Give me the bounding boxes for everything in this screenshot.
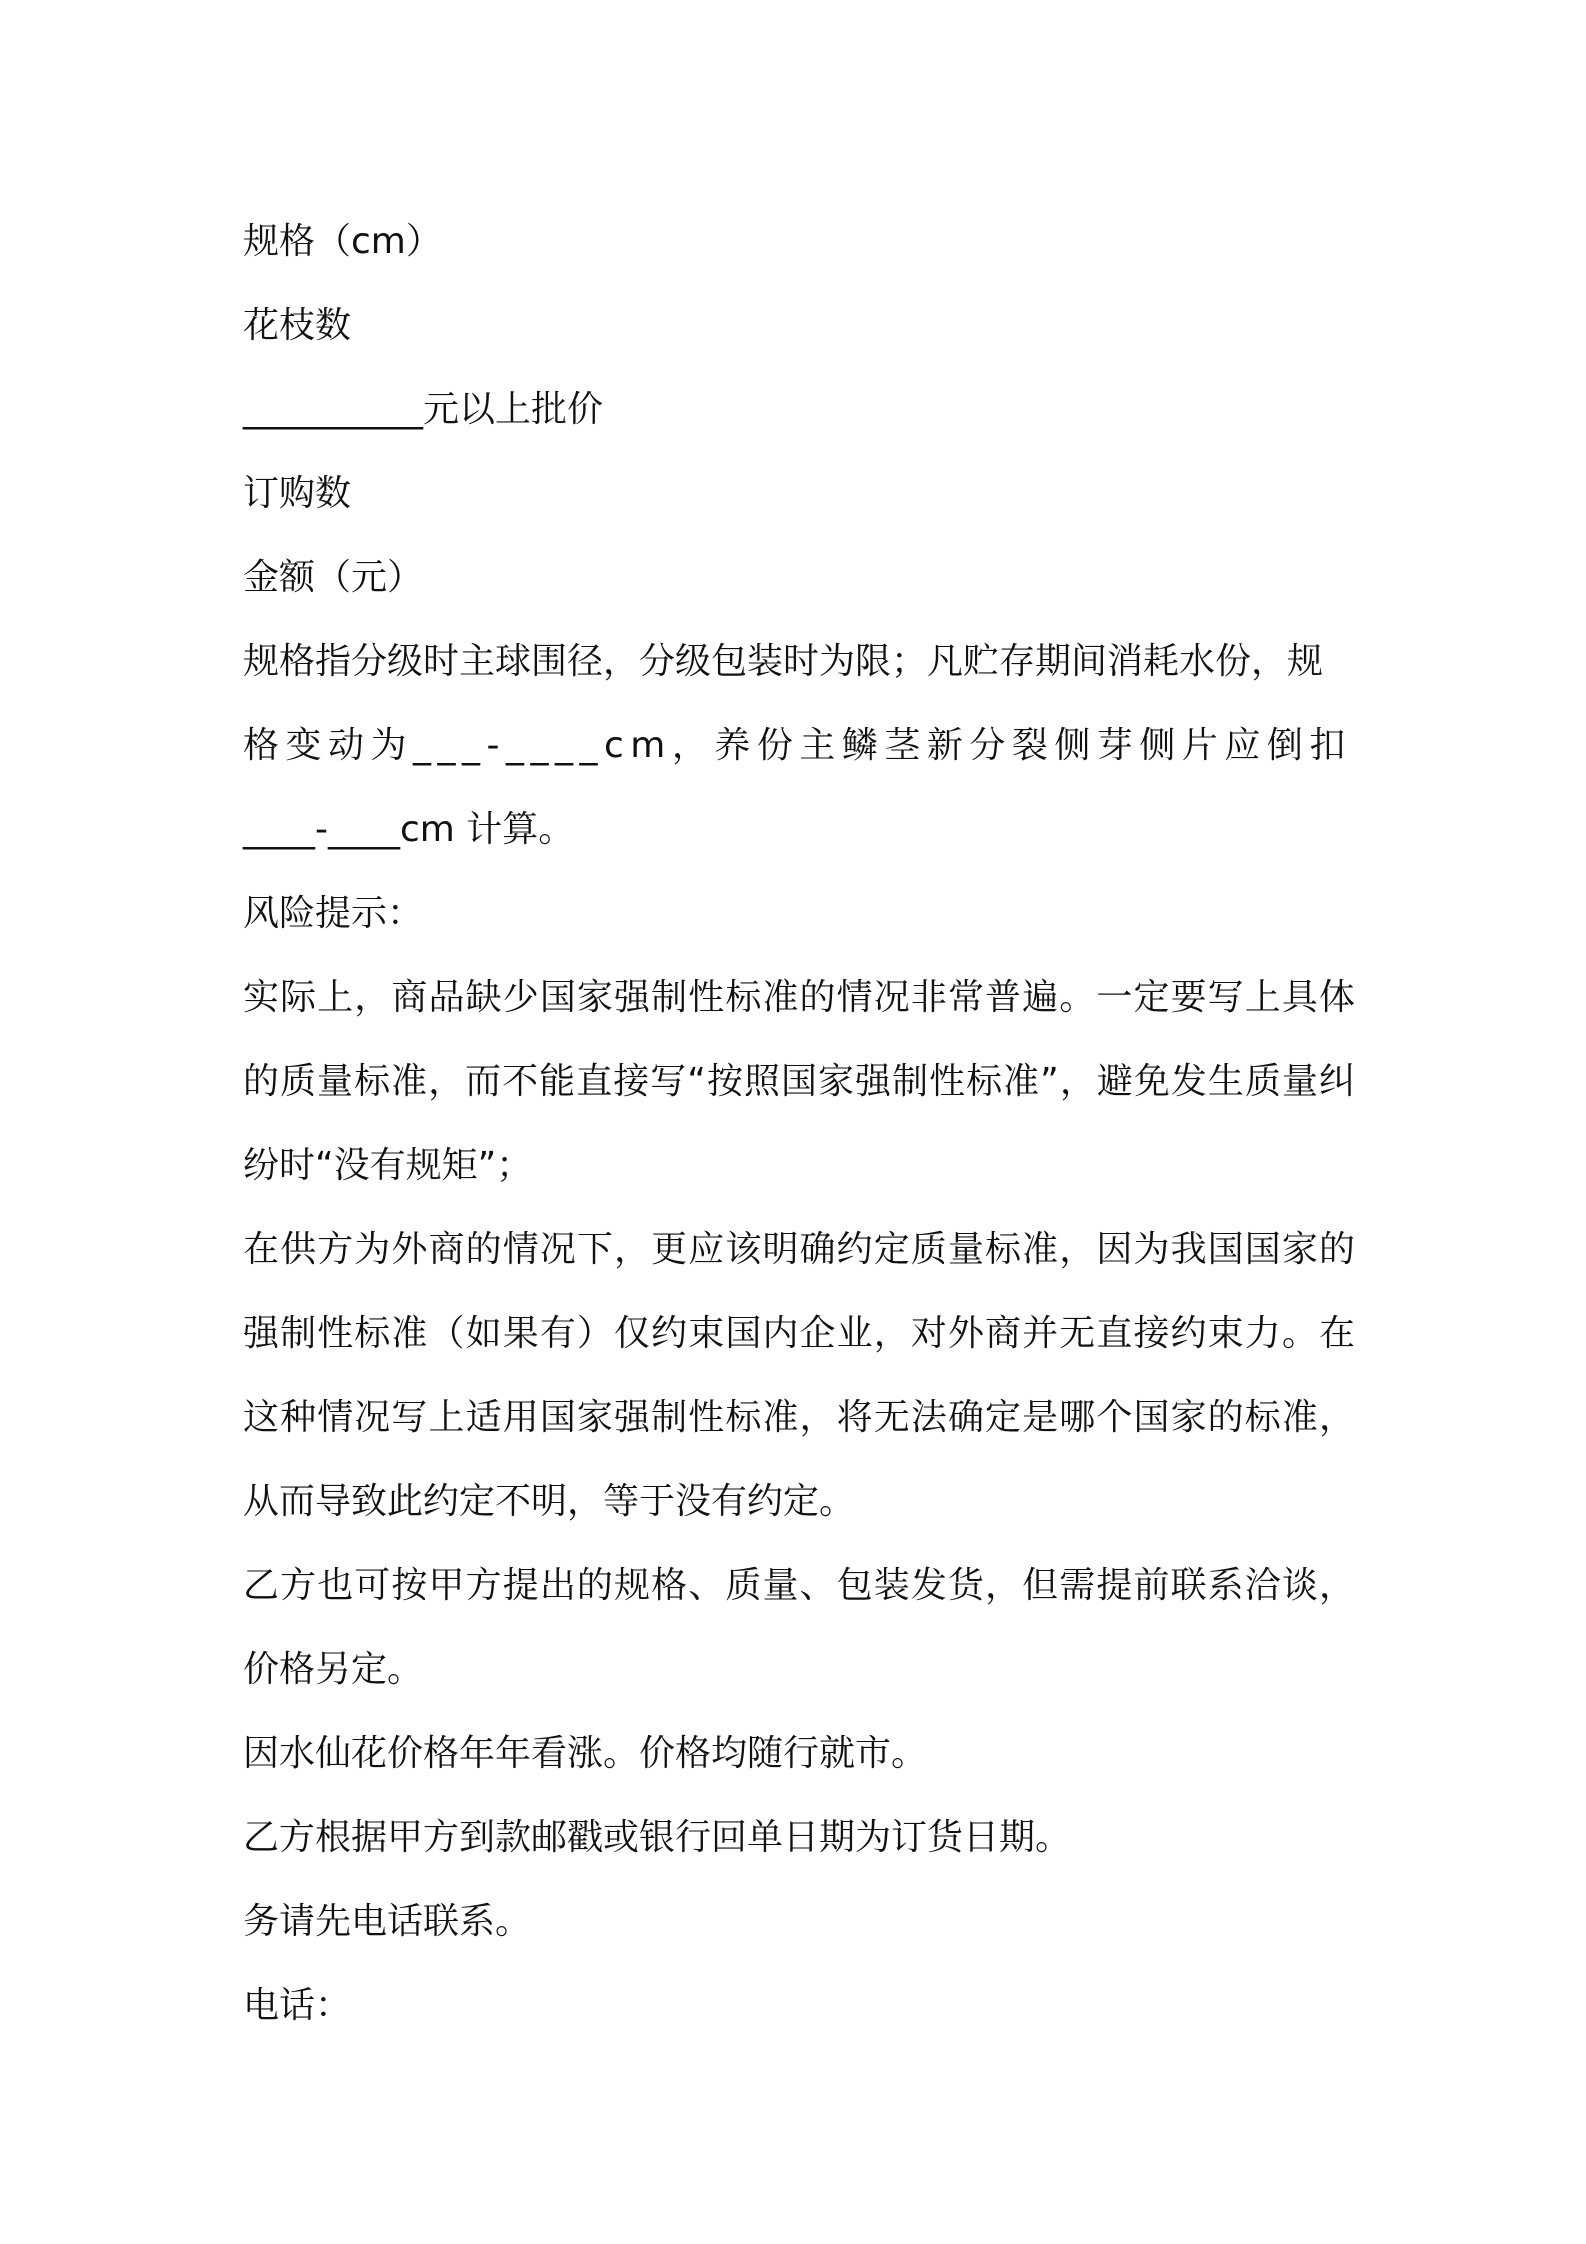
document-body — [243, 200, 1355, 2048]
amount-label: 金额（元） — [243, 557, 424, 598]
risk-paragraph-2: 在供方为外商的情况下，更应该明确约定质量标准，因为我国国家的强制性标准（如果有）仅约束国内企业，对外商并无直接约束力。在这种情况写上适用国家强制性标准，将无法确定是哪个国家的标准，从而导致此约定不明，等于没有约定。 — [243, 1229, 1355, 1522]
packaging-paragraph: 乙方也可按甲方提出的规格、质量、包装发货，但需提前联系洽谈，价格另定。 — [243, 1565, 1355, 1690]
spec-note-line-2: 格变动为___-____cm，养份主鳞茎新分裂侧芽侧片应倒扣 — [243, 725, 1352, 766]
risk-title: 风险提示： — [243, 893, 424, 934]
risk-paragraph-1: 实际上，商品缺少国家强制性标准的情况非常普遍。一定要写上具体的质量标准，而不能直接写“按照国家强制性标准”，避免发生质量纠纷时“没有规矩”； — [243, 977, 1355, 1186]
spec-note-line-1: 规格指分级时主球围径，分级包装时为限；凡贮存期间消耗水份，规 — [243, 641, 1324, 682]
spec-note-paragraph — [243, 620, 1355, 872]
contact-paragraph: 务请先电话联系。 — [243, 1901, 532, 1942]
order-date-paragraph: 乙方根据甲方到款邮戳或银行回单日期为订货日期。 — [243, 1817, 1072, 1858]
wholesale-price-label: __________元以上批价 — [243, 389, 604, 430]
order-quantity-label: 订购数 — [243, 473, 352, 514]
stem-count-label: 花枝数 — [243, 305, 352, 346]
phone-label: 电话： — [243, 1985, 352, 2026]
spec-note-line-3: ____-____cm 计算。 — [243, 809, 575, 850]
spec-label: 规格（cm） — [243, 221, 442, 262]
price-paragraph: 因水仙花价格年年看涨。价格均随行就市。 — [243, 1733, 928, 1774]
